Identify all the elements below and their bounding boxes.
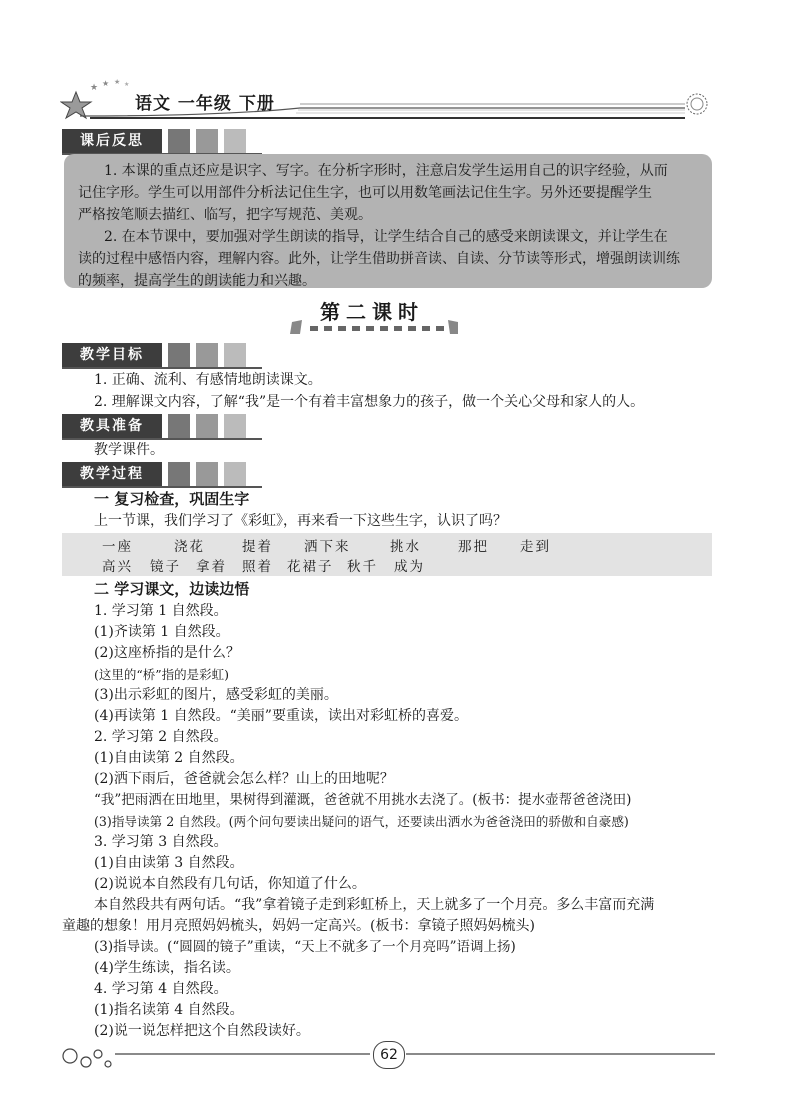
vocab-word: 秋千 <box>347 559 378 575</box>
process-line: (2)洒下雨后，爸爸就会怎么样？山上的田地呢？ <box>94 771 394 787</box>
page-number: 62 <box>373 1041 405 1069</box>
svg-text:★: ★ <box>124 81 130 88</box>
vocab-word: 洒下来 <box>304 539 351 555</box>
process-line: (4)学生练读，指名读。 <box>94 960 240 976</box>
section-label-text: 教学过程 <box>62 462 162 486</box>
part2-heading: 二 学习课文，边读边悟 <box>94 580 250 598</box>
vocab-word: 走到 <box>520 539 551 555</box>
tab-square-icon <box>224 462 246 486</box>
vocab-word: 花裙子 <box>287 559 334 575</box>
section-label-text: 课后反思 <box>62 129 162 153</box>
reflection-line: 记住字形。学生可以用部件分析法记住生字，也可以用数笔画法记住生字。另外还要提醒学生 <box>78 185 652 201</box>
tab-square-icon <box>168 414 190 438</box>
reflection-line: 读的过程中感悟内容，理解内容。此外，让学生借助拼音读、自读、分节读等形式，增强朗读训练 <box>78 251 680 267</box>
process-line: (这里的“桥”指的是彩虹) <box>94 667 230 682</box>
process-line: 本自然段共有两句话。“我”拿着镜子走到彩虹桥上，天上就多了一个月亮。多么丰富而充满 <box>94 897 655 913</box>
tab-square-icon <box>224 129 246 153</box>
vocab-word: 那把 <box>458 539 489 555</box>
vocab-word: 照着 <box>242 559 273 575</box>
objective-item: 2. 理解课文内容，了解“我”是一个有着丰富想象力的孩子，做一个关心父母和家人的人。 <box>94 394 645 410</box>
svg-text:★: ★ <box>114 78 121 86</box>
tab-square-icon <box>168 343 190 367</box>
process-line: (1)齐读第 1 自然段。 <box>94 624 230 640</box>
reflection-line: 严格按笔顺去描红、临写，把字写规范、美观。 <box>78 207 372 223</box>
process-line: 1. 学习第 1 自然段。 <box>94 603 228 619</box>
vocab-word: 镜子 <box>150 559 181 575</box>
process-line: (3)出示彩虹的图片，感受彩虹的美丽。 <box>94 687 338 703</box>
vocab-word: 高兴 <box>102 559 133 575</box>
process-line: “我”把雨洒在田地里，果树得到灌溉，爸爸就不用挑水去浇了。(板书：提水壶帮爸爸浇田) <box>94 792 632 808</box>
process-line: (4)再读第 1 自然段。“美丽”要重读，读出对彩虹桥的喜爱。 <box>94 708 468 724</box>
svg-text:★: ★ <box>102 79 110 88</box>
reflection-line: 1. 本课的重点还应是识字、写字。在分析字形时，注意启发学生运用自己的识字经验，从而 <box>104 163 668 179</box>
tab-square-icon <box>196 414 218 438</box>
process-line: (2)这座桥指的是什么？ <box>94 645 240 661</box>
title-underline-decoration <box>290 320 460 336</box>
process-line: (2)说一说怎样把这个自然段读好。 <box>94 1023 310 1039</box>
vocab-word: 浇花 <box>174 539 205 555</box>
process-line: 3. 学习第 3 自然段。 <box>94 834 228 850</box>
tab-square-icon <box>196 343 218 367</box>
vocab-word: 提着 <box>242 539 273 555</box>
reflection-line: 2. 在本节课中，要加强对学生朗读的指导，让学生结合自己的感受来朗读课文，并让学生在 <box>104 229 668 245</box>
process-line: 童趣的想象！用月亮照妈妈梳头，妈妈一定高兴。(板书：拿镜子照妈妈梳头) <box>62 918 535 934</box>
star-icon <box>61 92 91 118</box>
vocab-word: 成为 <box>394 559 425 575</box>
process-line: (2)说说本自然段有几句话，你知道了什么。 <box>94 876 366 892</box>
tab-square-icon <box>196 129 218 153</box>
lesson-title: 第二课时 <box>320 300 424 324</box>
bubbles-icon <box>63 1049 111 1067</box>
vocab-word: 一座 <box>102 539 133 555</box>
process-line: 4. 学习第 4 自然段。 <box>94 981 228 997</box>
tab-square-icon <box>224 414 246 438</box>
section-label-text: 教具准备 <box>62 414 162 438</box>
objective-item: 1. 正确、流利、有感情地朗读课文。 <box>94 372 322 388</box>
circle-ornament-icon <box>687 94 707 114</box>
part1-intro: 上一节课，我们学习了《彩虹》，再来看一下这些生字，认识了吗？ <box>94 513 507 529</box>
process-line: (1)自由读第 3 自然段。 <box>94 855 244 871</box>
tab-square-icon <box>168 462 190 486</box>
svg-text:★: ★ <box>90 83 99 93</box>
process-line: 2. 学习第 2 自然段。 <box>94 729 228 745</box>
vocab-word: 挑水 <box>390 539 421 555</box>
tab-square-icon <box>196 462 218 486</box>
tab-square-icon <box>224 343 246 367</box>
vocabulary-box <box>62 533 712 576</box>
process-line: (1)自由读第 2 自然段。 <box>94 750 244 766</box>
materials-text: 教学课件。 <box>94 442 164 458</box>
process-line: (1)指名读第 4 自然段。 <box>94 1002 244 1018</box>
vocab-word: 拿着 <box>196 559 227 575</box>
tab-square-icon <box>168 129 190 153</box>
reflection-line: 的频率，提高学生的朗读能力和兴趣。 <box>78 273 316 289</box>
part1-heading: 一 复习检查，巩固生字 <box>94 490 250 508</box>
header-title: 语文 一年级 下册 <box>135 94 275 114</box>
section-label-text: 教学目标 <box>62 343 162 367</box>
process-line: (3)指导读第 2 自然段。(两个问句要读出疑问的语气，还要读出洒水为爸爸浇田的骄傲和自豪感) <box>94 814 629 829</box>
process-line: (3)指导读。(“圆圆的镜子”重读，“天上不就多了一个月亮吗”语调上扬) <box>94 939 516 955</box>
